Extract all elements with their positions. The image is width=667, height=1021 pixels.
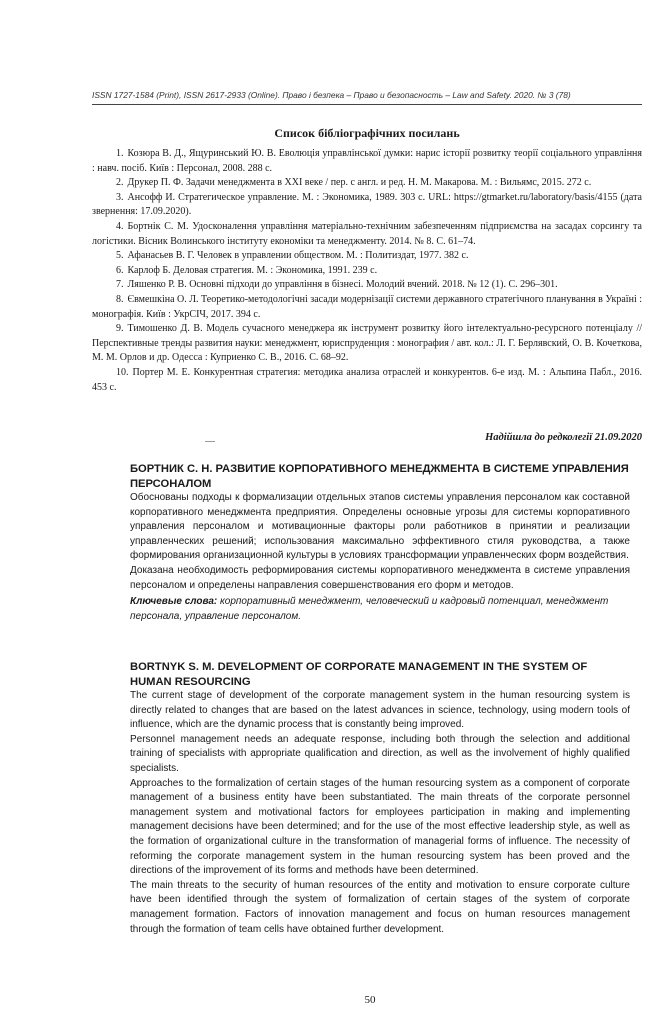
abstract-en [130, 660, 630, 937]
abstract-en-paragraph: The current stage of development of the corporate management system in the human resourcing system is directly related to changes that are based on the latest advances in science, technology, using modern tools of influence, which are the dynamic process that is constantly being improved. [130, 690, 630, 731]
reference-number: 7. [116, 279, 124, 291]
reference-text: Портер М. Е. Конкурентная стратегия: методика анализа отраслей и конкурентов. 6-е изд. М. : Альпина Пабл., 2016. 453 с. [92, 366, 642, 393]
references-title: Список бібліографічних посилань [274, 126, 460, 140]
keywords-text: корпоративный менеджмент, человеческий и кадровый потенциал, менеджмент персонала, управление персоналом. [130, 596, 609, 622]
reference-number: 9. [116, 323, 124, 335]
reference-text: Ляшенко Р. В. Основні підходи до управління в бізнесі. Молодий вчений. 2018. № 12 (1). С. 296–301. [127, 279, 558, 291]
abstract-ru-paragraph: Доказана необходимость реформирования системы корпоративного менеджмента в системе управления персоналом и определены направления совершенствования его форм и методов. [130, 564, 630, 591]
reference-number: 1. [116, 148, 124, 159]
abstract-ru-keywords [130, 595, 630, 624]
reference-number: 10. [116, 366, 129, 378]
reference-item [92, 322, 642, 366]
reference-item [92, 366, 642, 395]
abstract-ru-paragraph: Обоснованы подходы к формализации отдельных этапов системы управления персоналом как составной корпоративного менеджмента предприятия. Определены основные угрозы для системы корпоративного управления персоналом и мотивационные факторы роли работников в принятии и реализации управленческих решений; использования максимально эффективного стиля руководства, а также формирования организационной культуры в условиях трансформации управленческих форм воздействия. [130, 492, 630, 562]
reference-text: Ансофф И. Стратегическое управление. М. : Экономика, 1989. 303 с. URL: https://gtmarket.ru/laboratory/basis/4155 (дата звернення: 17.09.2020). [92, 191, 642, 218]
reference-item [92, 278, 642, 293]
reference-number: 4. [116, 220, 124, 232]
separator-mark [205, 441, 215, 442]
reference-text: Тимошенко Д. В. Модель сучасного менеджера як інструмент розвитку його інтелектуально-ресурсного потенціалу // Перспективные тренды развития науки: менеджмент, юриспруденция : монография / авт. кол.: Л. Г. Берлявский, О. В. Кочеткова, М. М. Орлов и др. Одесса : Куприенко С. В., 2016. С. 68–92. [92, 323, 642, 364]
abstract-en-paragraph: Approaches to the formalization of certain stages of the human resourcing system as a component of corporate management of a business entity have been substantiated. The main threats of the corporate personnel management system and motivational factors for employees participation in making and implementing management decisions have been determined; and for the use of the most effective leadership style, as well as the formation of organizational culture in the transformation of managerial forms of influence. The necessity of reforming the corporate management system in the human resourcing system has been proved and the directions of the improvement of its forms and methods have been determined. [130, 777, 630, 877]
reference-item [92, 191, 642, 220]
reference-item [92, 293, 642, 322]
header-divider [92, 104, 642, 105]
reference-item [92, 264, 642, 279]
reference-number: 6. [116, 264, 124, 276]
reference-text: Друкер П. Ф. Задачи менеджмента в XXI веке / пер. с англ. и ред. Н. М. Макарова. М. : Вильямс, 2015. 272 с. [127, 177, 592, 189]
abstract-en-paragraph: The main threats to the security of human resources of the entity and motivation to ensure corporate culture have been identified through the system of formalization of certain stages of the system of corporate management formation. Factors of innovation management and focus on human resources management through the formation of team cells have obtained further development. [130, 879, 630, 935]
journal-header: ISSN 1727-1584 (Print), ISSN 2617-2933 (Online). Право і безпека – Право и безопасность – Law and Safety. 2020. № 3 (78) [92, 90, 571, 100]
abstract-ru-title: БОРТНИК С. Н. РАЗВИТИЕ КОРПОРАТИВНОГО МЕНЕДЖМЕНТА В СИСТЕМЕ УПРАВЛЕНИЯ ПЕРСОНАЛОМ [130, 463, 629, 490]
reference-item [92, 176, 642, 191]
reference-text: Козюра В. Д., Ящуринський Ю. В. Еволюція управлінської думки: нарис історії розвитку теорії соціального управління : навч. посіб. Київ : Персонал, 2008. 288 с. [92, 148, 642, 174]
reference-number: 2. [116, 177, 124, 189]
reference-text: Бортнік С. М. Удосконалення управління матеріально-технічним забезпеченням підприємства на засадах сорсингу та логістики. Вісник Волинського інституту економіки та менеджменту. 2014. № 8. С. 61–74. [92, 220, 642, 247]
reference-text: Карлоф Б. Деловая стратегия. М. : Экономика, 1991. 239 с. [127, 264, 378, 276]
reference-text: Євмешкіна О. Л. Теоретико-методологічні засади модернізації системи державного стратегічного планування в Україні : монографія. Київ : УкрСІЧ, 2017. 394 с. [92, 293, 642, 320]
reference-number: 8. [116, 293, 124, 305]
reference-number: 3. [116, 191, 124, 203]
abstract-ru [130, 462, 630, 624]
abstract-en-title: BORTNYK S. M. DEVELOPMENT OF CORPORATE MANAGEMENT IN THE SYSTEM OF HUMAN RESOURCING [130, 661, 588, 688]
reference-item [92, 249, 642, 264]
received-date: Надійшла до редколегії 21.09.2020 [485, 432, 642, 443]
keywords-label: Ключевые слова: [130, 596, 218, 608]
reference-item [92, 220, 642, 249]
reference-item [92, 147, 642, 176]
reference-number: 5. [116, 250, 124, 262]
references-list [92, 147, 642, 395]
abstract-en-paragraph: Personnel management needs an adequate response, including both through the selection and additional training of specialists with appropriate qualification and direction, as well as the involvement of highly qualified specialists. [130, 733, 630, 774]
page-number: 50 [364, 994, 376, 1006]
reference-text: Афанасьев В. Г. Человек в управлении обществом. М. : Политиздат, 1977. 382 с. [127, 250, 469, 262]
